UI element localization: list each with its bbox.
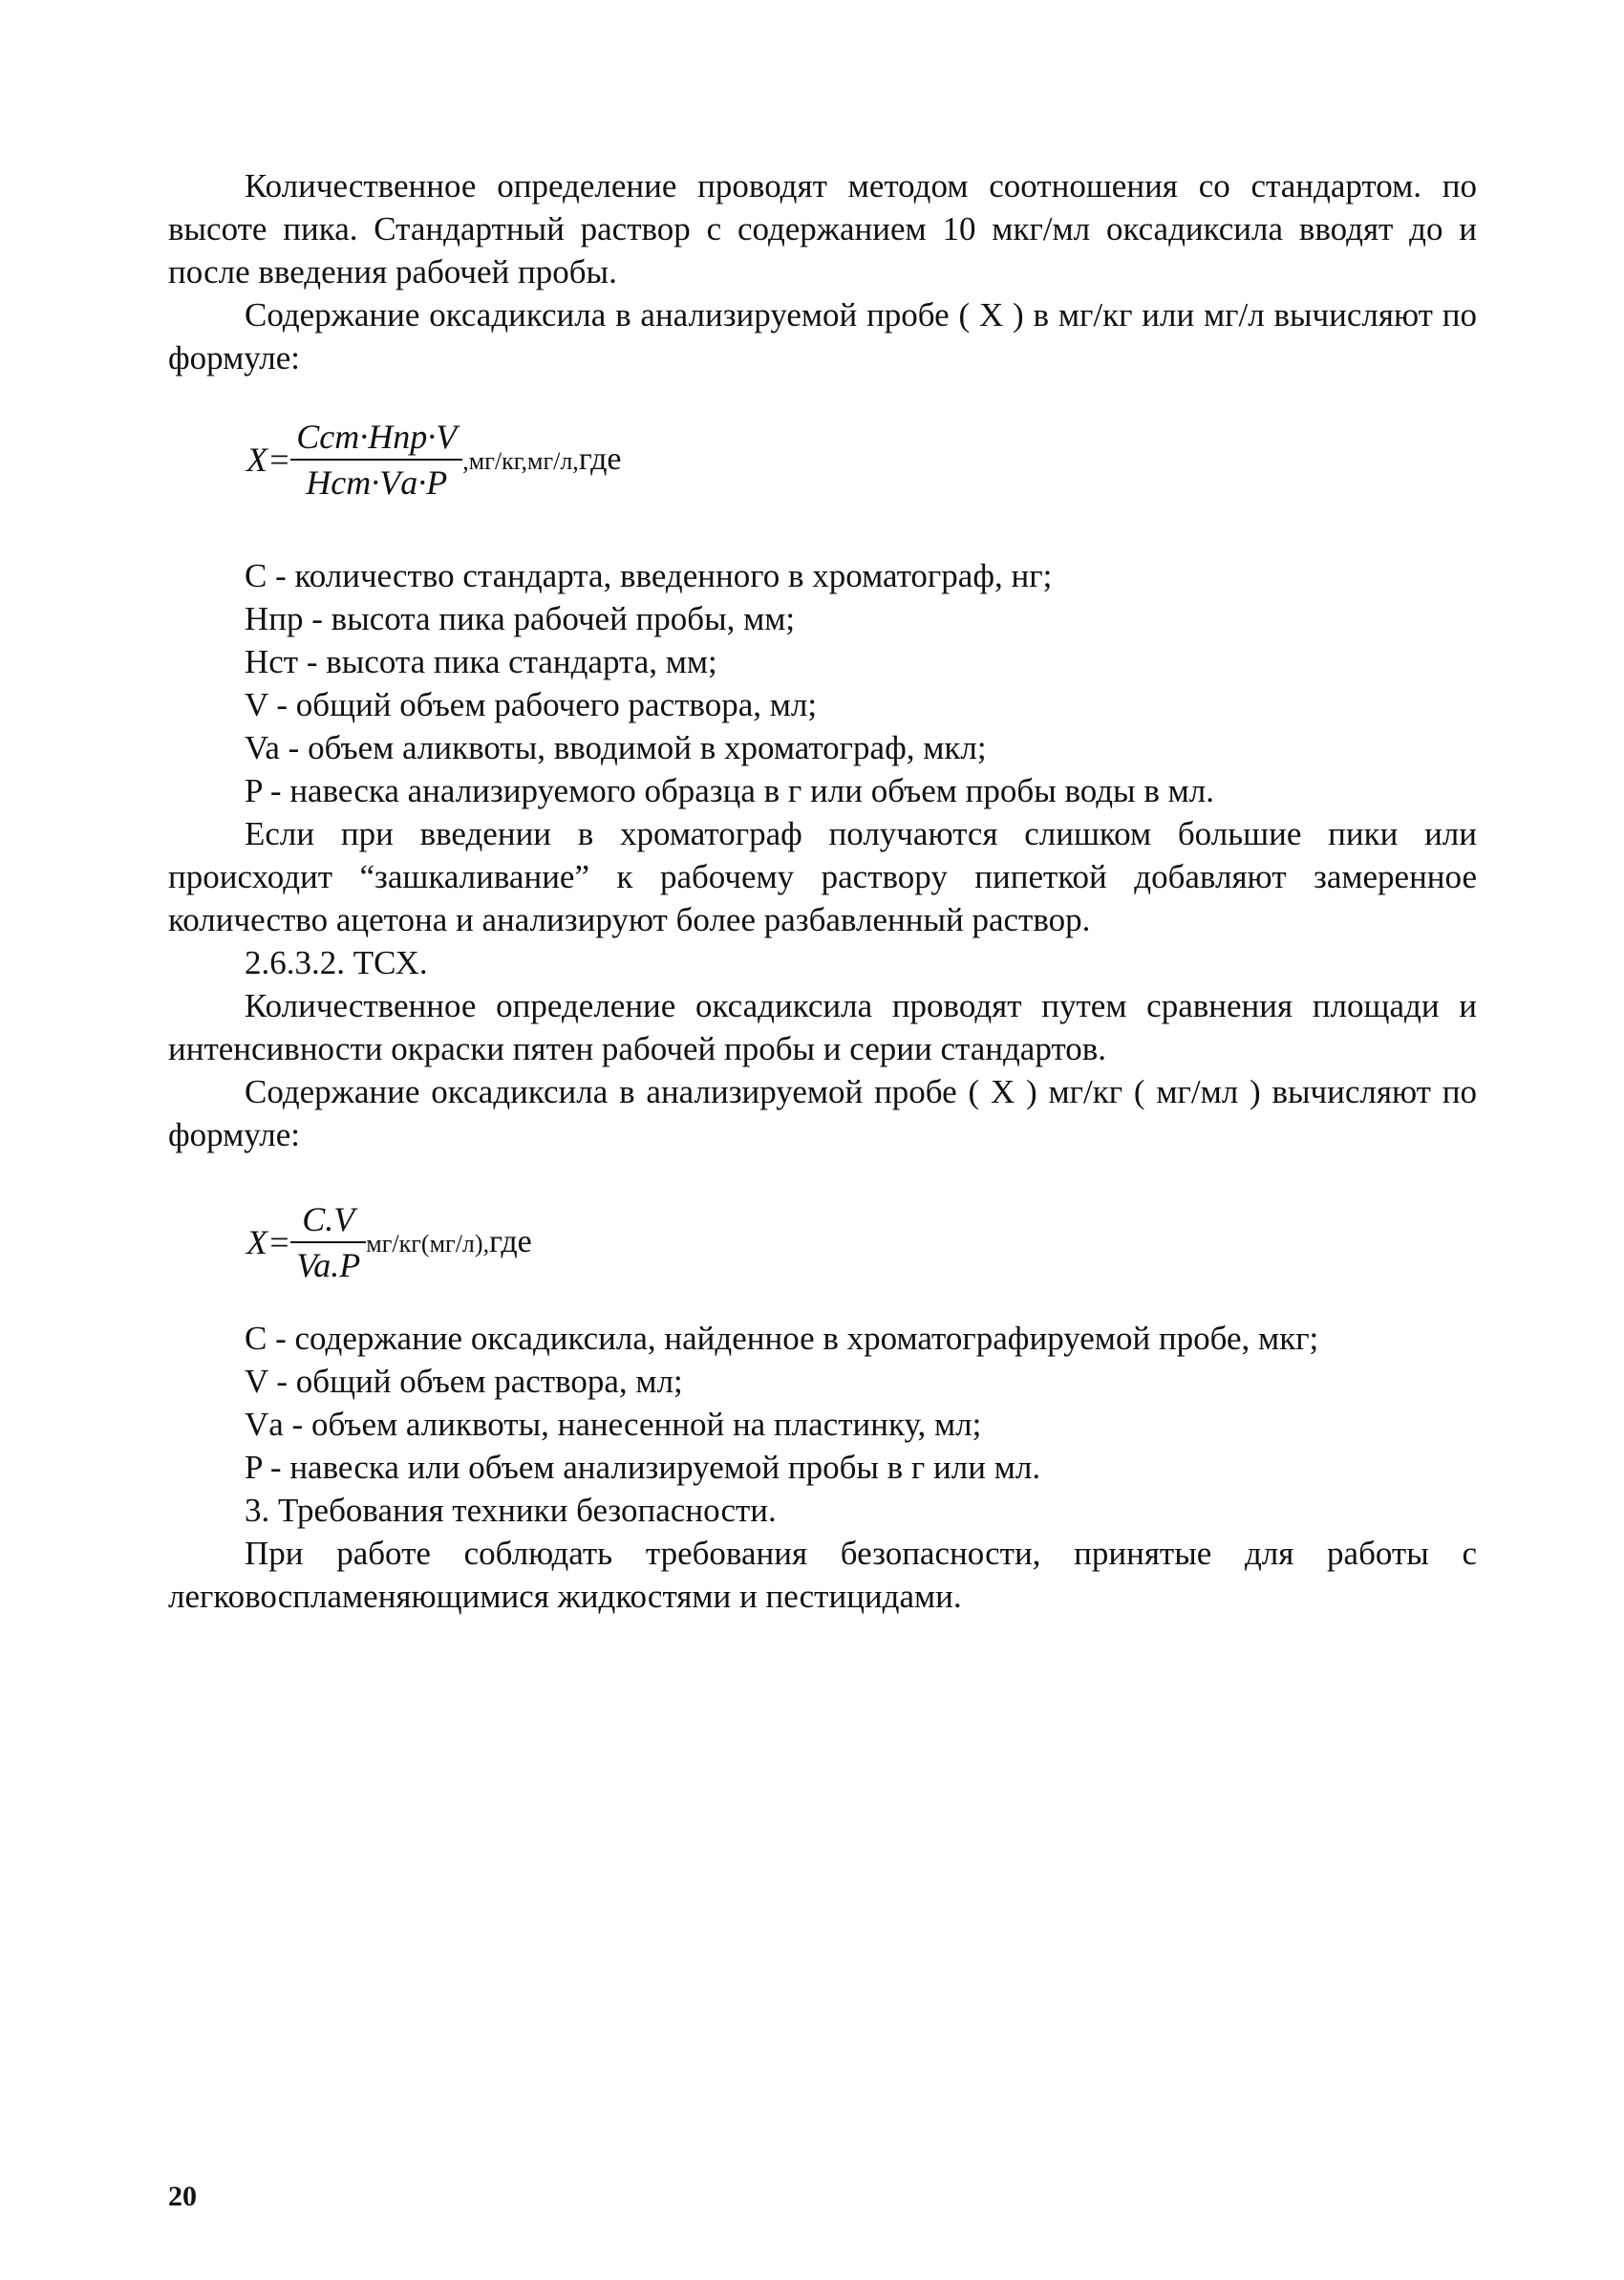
formula-lhs: X= <box>246 1223 291 1261</box>
legend-tcx <box>168 1317 1477 1618</box>
legend-item: Нст - высота пика стандарта, мм; <box>245 643 717 680</box>
legend-item: P - навеска или объем анализируемой пробы в г или мл. <box>245 1449 1041 1486</box>
legend-hplc <box>168 554 1477 1156</box>
formula-hplc <box>246 417 621 503</box>
paragraph-content-formula-intro: Содержание оксадиксила в анализируемой пробе ( X ) в мг/кг или мг/л вычисляют по формуле: <box>168 296 1477 376</box>
heading-safety: 3. Требования техники безопасности. <box>245 1492 777 1529</box>
legend-item: V - общий объем рабочего раствора, мл; <box>245 686 818 723</box>
formula-where: где <box>578 441 622 477</box>
formula-numerator: C.V <box>290 1199 366 1243</box>
legend-item: Va - объем аликвоты, вводимой в хроматограф, мкл; <box>245 729 987 766</box>
legend-item: Vа - объем аликвоты, нанесенной на пластинку, мл; <box>245 1406 982 1443</box>
formula-units <box>366 1224 532 1259</box>
legend-item: Нпр - высота пика рабочей пробы, мм; <box>245 600 796 637</box>
formula-fraction <box>290 1199 366 1285</box>
formula-denominator: Va.P <box>296 1246 361 1284</box>
legend-item: P - навеска анализируемого образца в г или объем пробы воды в мл. <box>245 772 1214 809</box>
page-number: 20 <box>168 2181 197 2212</box>
formula-lhs: X= <box>246 441 291 479</box>
legend-item: V - общий объем раствора, мл; <box>245 1363 683 1400</box>
paragraph-tcx-method: Количественное определение оксадиксила проводят путем сравнения площади и интенсивности окраски пятен рабочей пробы и серии стандартов. <box>168 987 1477 1067</box>
formula-fraction <box>290 417 462 503</box>
legend-item: C - содержание оксадиксила, найденное в хроматографируемой пробе, мкг; <box>245 1320 1319 1357</box>
formula-where: где <box>489 1224 532 1259</box>
paragraph-tcx-formula-intro: Содержание оксадиксила в анализируемой пробе ( X ) мг/кг ( мг/мл ) вычисляют по формуле: <box>168 1073 1477 1153</box>
paragraph-safety: При работе соблюдать требования безопасности, принятые для работы с легковоспламеняющимися жидкостями и пестицидами. <box>168 1535 1477 1615</box>
paragraph-overload: Если при введении в хроматограф получаются слишком большие пики или происходит “зашкаливание” к рабочему раствору пипеткой добавляют замеренное количество ацетона и анализируют более разбавленный раствор. <box>168 815 1477 938</box>
formula-denominator: Hст·Vа·P <box>306 463 448 502</box>
formula-tcx <box>246 1199 532 1285</box>
formula-numerator: Cст·Hпр·V <box>290 417 462 461</box>
formula-units-text: мг/кг(мг/л), <box>366 1230 490 1258</box>
formula-units-text: ,мг/кг,мг/л, <box>462 447 579 475</box>
legend-item: C - количество стандарта, введенного в хроматограф, нг; <box>245 557 1053 594</box>
text-block-top <box>168 164 1477 379</box>
formula-units <box>462 441 622 477</box>
heading-tcx: 2.6.3.2. ТСХ. <box>245 944 428 981</box>
paragraph-standard-ratio: Количественное определение проводят методом соотношения со стандартом. по высоте пика. Стандартный раствор с содержанием 10 мкг/мл оксадиксила вводят до и после введения рабочей пробы. <box>168 167 1477 290</box>
